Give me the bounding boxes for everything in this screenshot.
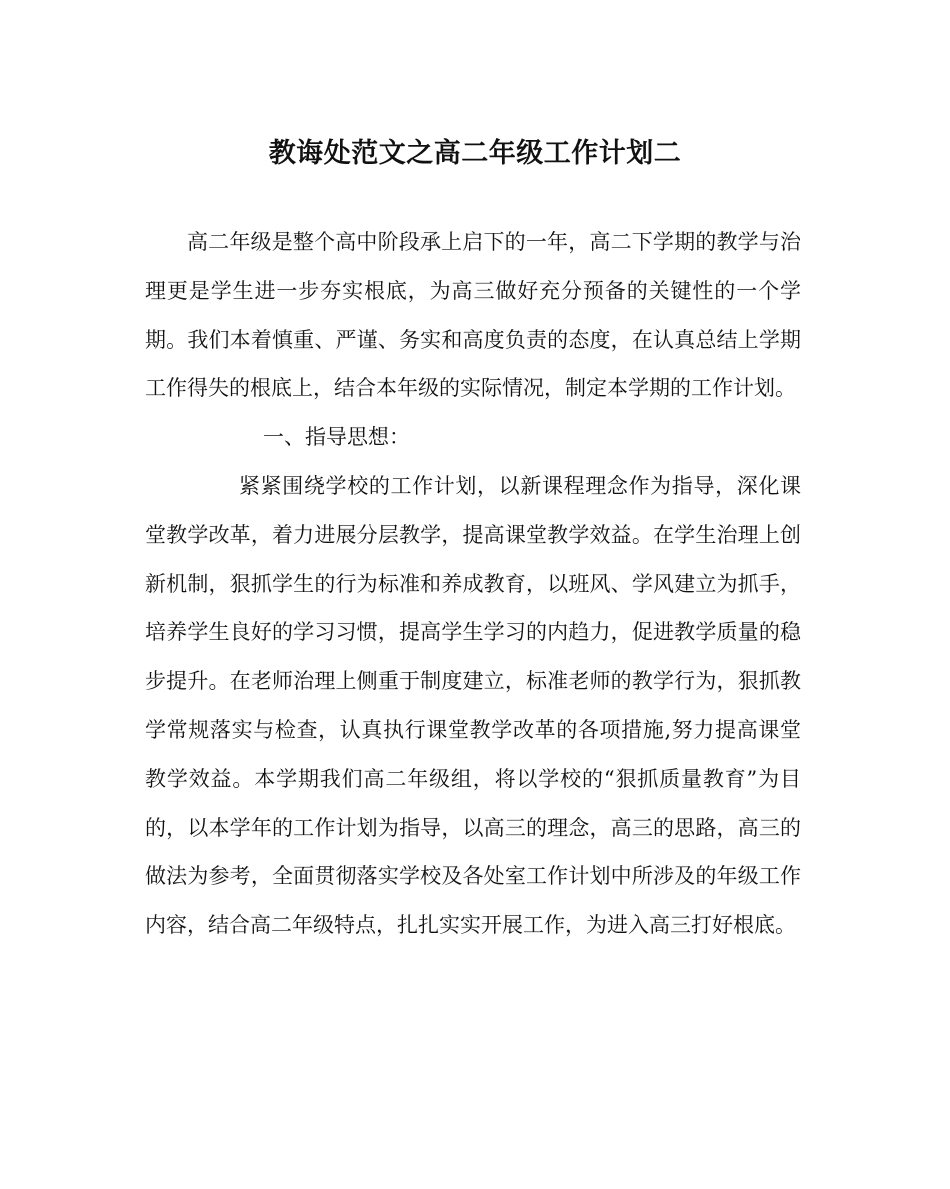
document-body xyxy=(145,218,801,950)
guiding-thought-paragraph: 紧紧围绕学校的工作计划，以新课程理念作为指导，深化课堂教学改革，着力进展分层教学，提高课堂教学效益。在学生治理上创新机制，狠抓学生的行为标准和养成教育，以班风、学风建立为抓手，培养学生良好的学习习惯，提高学生学习的内趋力，促进教学质量的稳步提升。在老师治理上侧重于制度建立，标准老师的教学行为，狠抓教学常规落实与检查，认真执行课堂教学改革的各项措施,努力提高课堂教学效益。本学期我们高二年级组，将以学校的“狠抓质量教育”为目的，以本学年的工作计划为指导，以高三的理念，高三的思路，高三的做法为参考，全面贯彻落实学校及各处室工作计划中所涉及的年级工作内容，结合高二年级特点，扎扎实实开展工作，为进入高三打好根底。 xyxy=(145,473,801,938)
document-title: 教诲处范文之高二年级工作计划二 xyxy=(268,138,682,169)
section-heading-guiding-thought: 一、指导思想： xyxy=(263,425,410,450)
intro-paragraph: 高二年级是整个高中阶段承上启下的一年，高二下学期的教学与治理更是学生进一步夯实根底，为高三做好充分预备的关键性的一个学期。我们本着慎重、严谨、务实和高度负责的态度，在认真总结上学期工作得失的根底上，结合本年级的实际情况，制定本学期的工作计划。 xyxy=(145,230,801,401)
